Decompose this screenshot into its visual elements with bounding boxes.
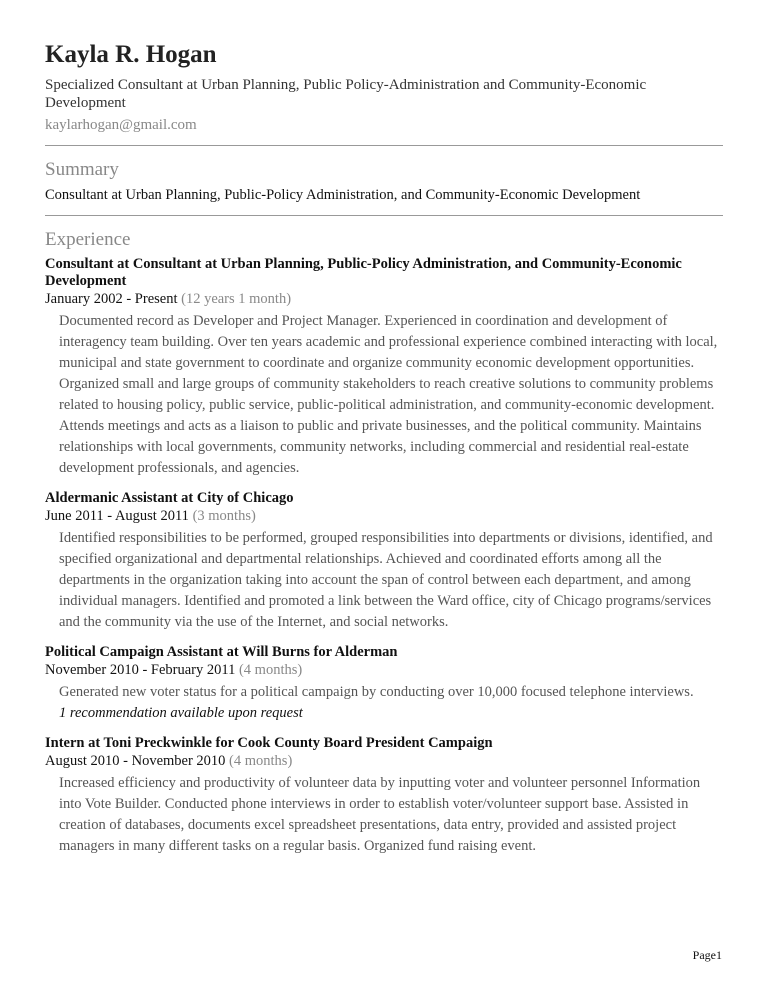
job-dates <box>45 507 723 525</box>
job-duration: (3 months) <box>192 508 256 524</box>
experience-entry <box>45 490 723 633</box>
page-number: Page1 <box>692 948 722 962</box>
experience-heading: Experience <box>45 229 131 250</box>
job-duration: (4 months) <box>238 662 303 678</box>
experience-entry <box>45 256 723 479</box>
job-date-range: November 2010 - February 2011 <box>45 662 236 678</box>
section-divider <box>45 215 723 216</box>
job-dates <box>45 752 723 770</box>
job-title: Political Campaign Assistant at Will Burns for Alderman <box>45 644 398 660</box>
job-title: Consultant at Consultant at Urban Planning, Public-Policy Administration, and Community-Economic Development <box>45 256 682 289</box>
experience-entry <box>45 644 723 724</box>
job-description: Identified responsibilities to be performed, grouped responsibilities into departments or divisions, identified, and specified organizational and departmental relationships. Achieved and coordinated efforts among all the departments in the organization taking into account the span of control between each department, and among individual managers. Identified and promoted a link between the Ward office, city of Chicago programs/services and the community via the use of the Internet, and social networks. <box>59 530 713 630</box>
job-description: Documented record as Developer and Project Manager. Experienced in coordination and development of interagency team building. Over ten years academic and professional experience combined interacting with local, municipal and state government to coordinate and organize community economic development opportunities. Organized small and large groups of community stakeholders to reach creative solutions to community problems related to housing policy, public service, public-political administration, and community-economic development. Attends meetings and acts as a liaison to public and private businesses, and the political community. Maintains relationships with local governments, community networks, including commercial and residential real-estate development professionals, and agencies. <box>59 313 718 476</box>
job-duration: (4 months) <box>229 753 293 769</box>
job-date-range: June 2011 - August 2011 <box>45 508 189 524</box>
job-dates <box>45 661 723 679</box>
job-title: Aldermanic Assistant at City of Chicago <box>45 490 294 506</box>
candidate-headline: Specialized Consultant at Urban Planning, Public Policy-Administration and Community-Economic Development <box>45 77 647 111</box>
job-dates <box>45 290 723 308</box>
job-title: Intern at Toni Preckwinkle for Cook County Board President Campaign <box>45 735 493 751</box>
summary-text: Consultant at Urban Planning, Public-Policy Administration, and Community-Economic Development <box>45 187 641 203</box>
resume-page <box>45 40 723 857</box>
job-description: Generated new voter status for a political campaign by conducting over 10,000 focused telephone interviews. <box>59 684 694 700</box>
section-divider <box>45 145 723 146</box>
experience-entry <box>45 735 723 857</box>
job-description: Increased efficiency and productivity of volunteer data by inputting voter and volunteer personnel Information into Vote Builder. Conducted phone interviews in order to establish voter/volunteer support base. Assisted in creation of databases, documents excel spreadsheet presentations, data entry, provided and assisted project managers in many different tasks on a regular basis. Organized fund raising event. <box>59 775 701 854</box>
job-date-range: August 2010 - November 2010 <box>45 753 226 769</box>
summary-heading: Summary <box>45 159 119 180</box>
job-duration: (12 years 1 month) <box>181 291 292 307</box>
candidate-email: kaylarhogan@gmail.com <box>45 117 197 133</box>
candidate-name: Kayla R. Hogan <box>45 41 217 68</box>
job-date-range: January 2002 - Present <box>45 291 178 307</box>
recommendation-note: 1 recommendation available upon request <box>59 705 303 721</box>
